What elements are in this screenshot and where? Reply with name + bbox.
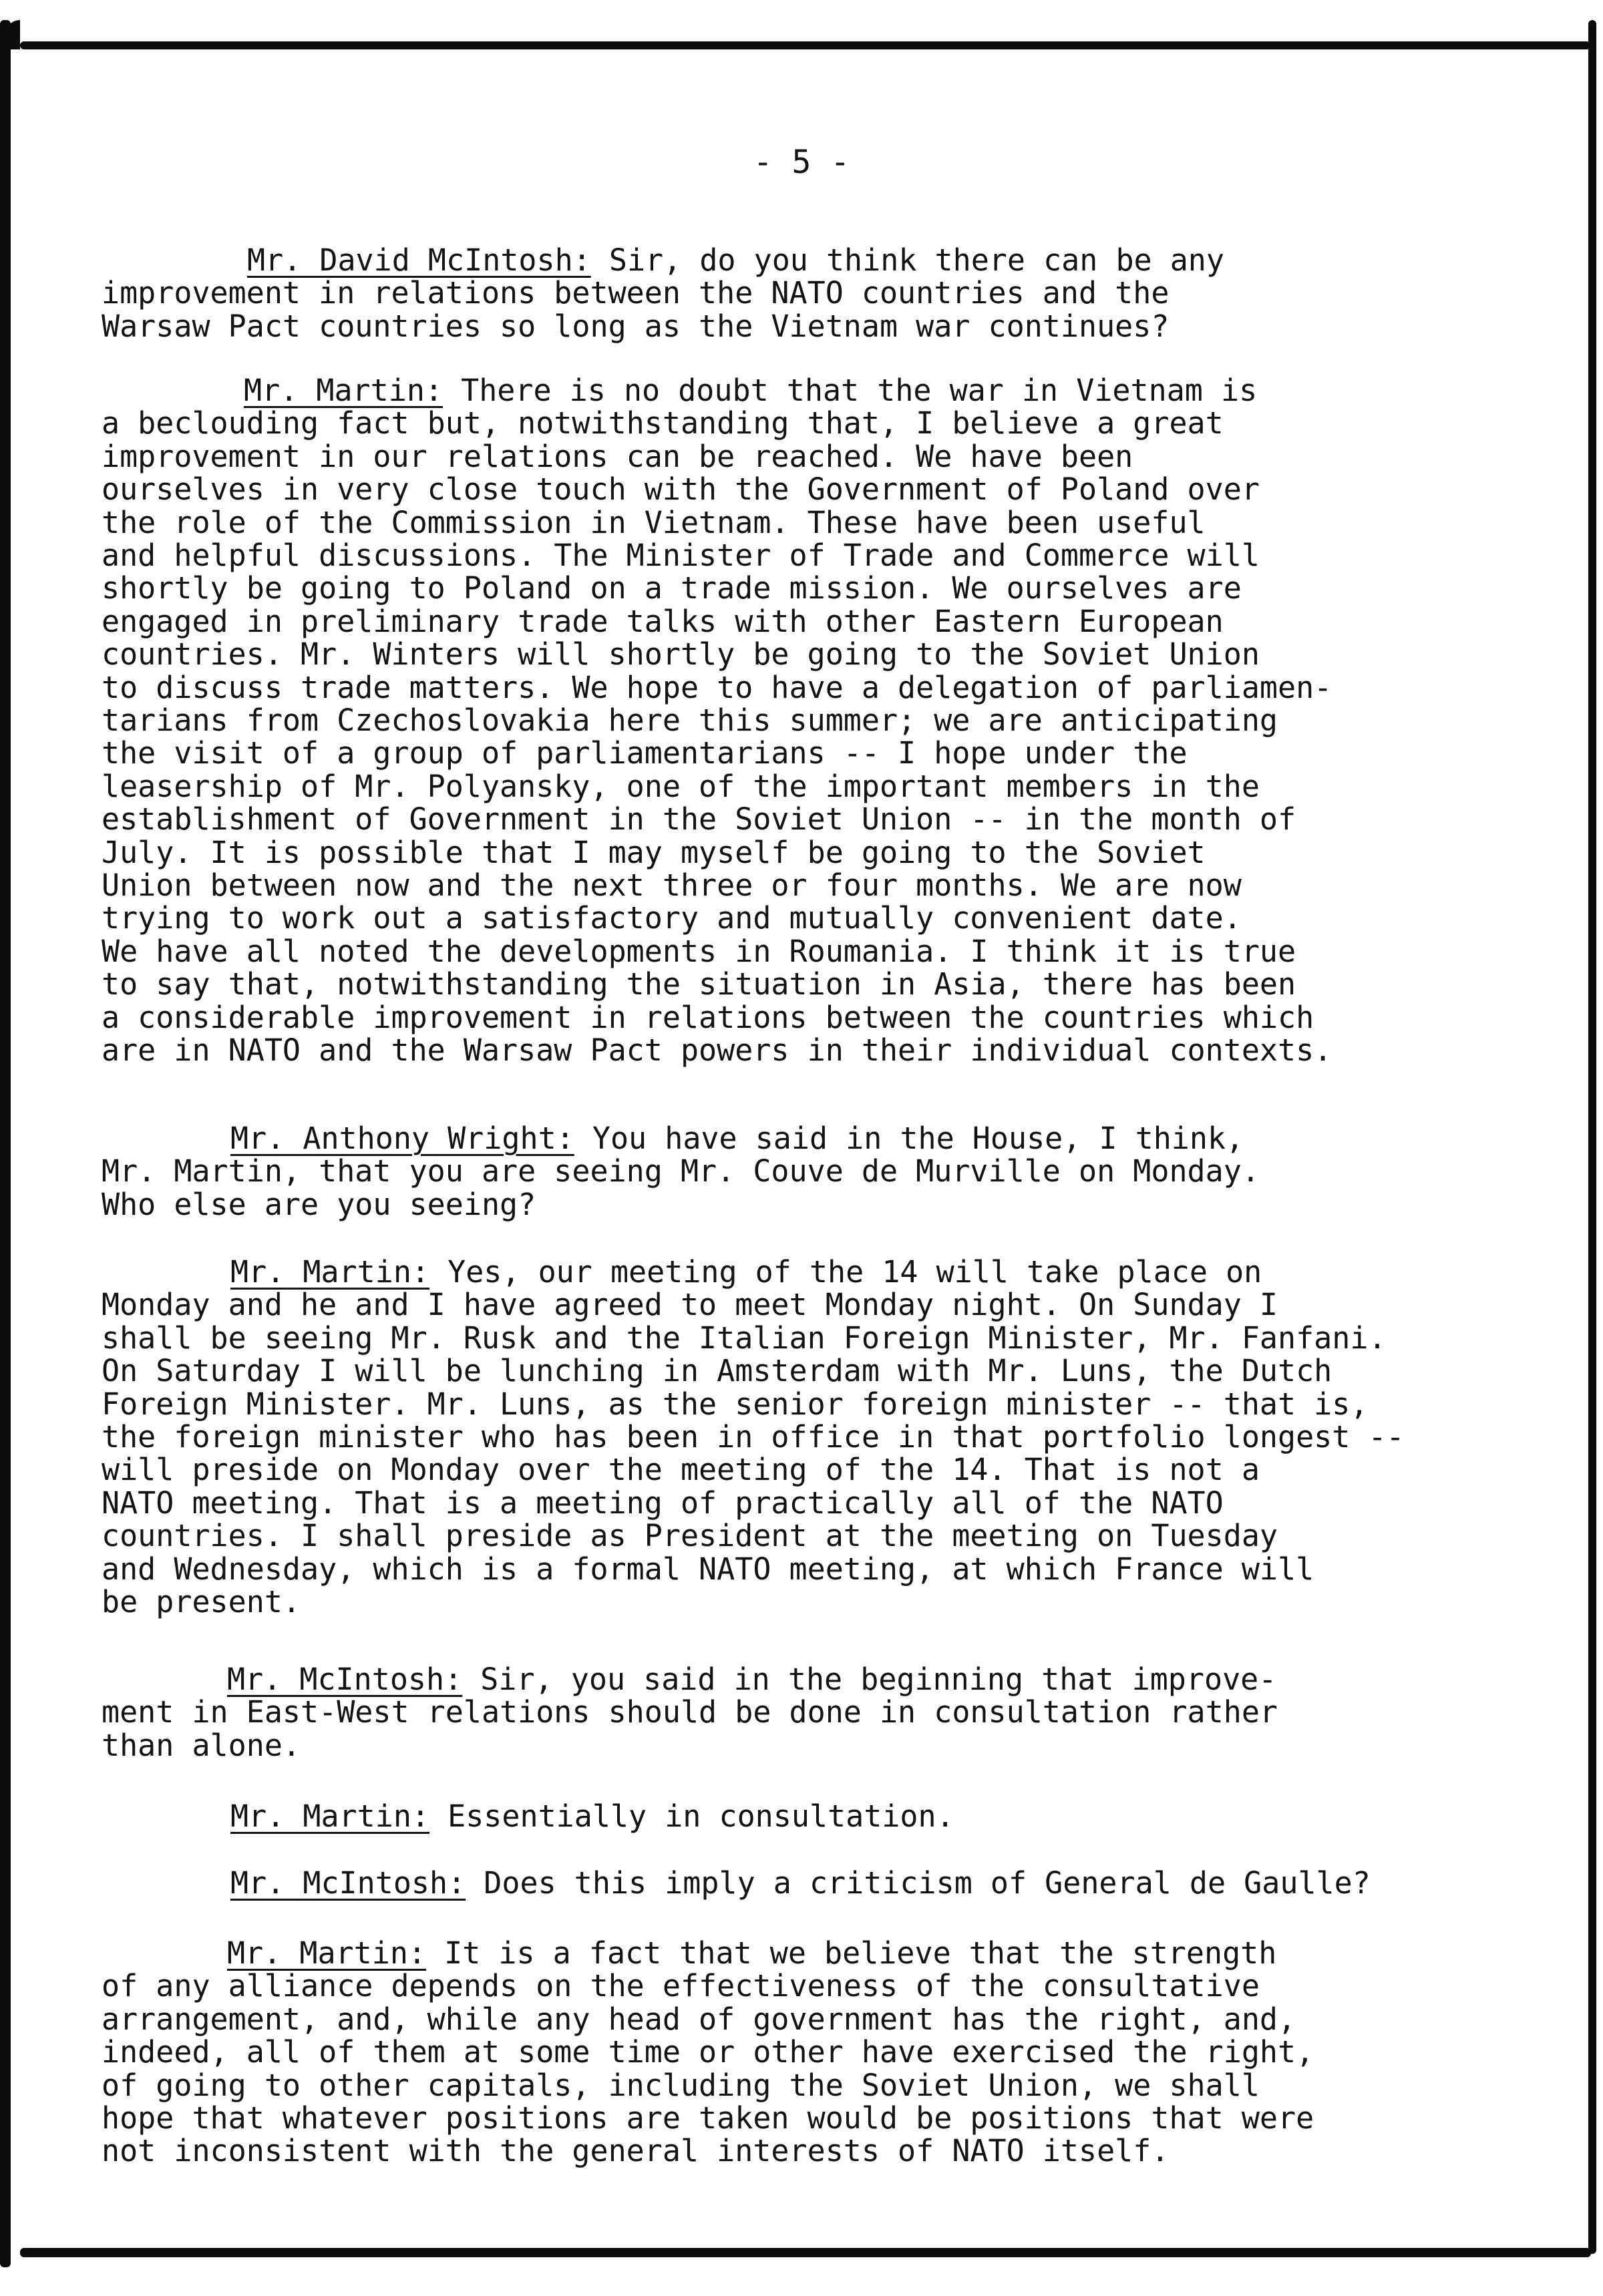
speaker-paragraph-first-line (227, 1663, 1276, 1696)
speaker-name: Mr. David McIntosh: (247, 242, 591, 278)
body-text-line: Who else are you seeing? (102, 1187, 536, 1222)
body-text-line: of any alliance depends on the effectiveness of the consultative (102, 1968, 1260, 2003)
body-text-line: indeed, all of them at some time or other have exercised the right, (102, 2034, 1314, 2070)
speaker-paragraph-first-line (230, 1122, 1244, 1155)
speaker-remark: It is a fact that we believe that the strength (426, 1935, 1277, 1971)
speaker-name: Mr. Martin: (244, 373, 443, 408)
speaker-remark: There is no doubt that the war in Vietnam is (443, 373, 1258, 408)
body-text-line: Foreign Minister. Mr. Luns, as the senior foreign minister -- that is, (102, 1386, 1369, 1422)
speaker-name: Mr. Martin: (230, 1798, 430, 1834)
body-text-line: establishment of Government in the Soviet Union -- in the month of (102, 801, 1296, 837)
speaker-remark: Sir, do you think there can be any (590, 242, 1224, 278)
body-text-line: countries. Mr. Winters will shortly be going to the Soviet Union (102, 636, 1260, 672)
page-frame-bottom-rule (20, 2248, 1591, 2257)
speaker-name: Mr. Martin: (227, 1935, 427, 1971)
speaker-paragraph-first-line (230, 1256, 1262, 1289)
page-number: - 5 - (753, 144, 850, 181)
body-text-line: not inconsistent with the general interests of NATO itself. (102, 2133, 1170, 2168)
body-text-line: trying to work out a satisfactory and mutually convenient date. (102, 900, 1242, 936)
speaker-paragraph-first-line (244, 374, 1257, 407)
body-text-line: arrangement, and, while any head of government has the right, and, (102, 2001, 1296, 2037)
speaker-remark: Yes, our meeting of the 14 will take place on (429, 1254, 1262, 1290)
speaker-paragraph-first-line (247, 244, 1224, 277)
body-text-line: a considerable improvement in relations between the countries which (102, 1000, 1314, 1035)
speaker-remark: Does this imply a criticism of General de Gaulle? (466, 1865, 1371, 1901)
page-frame-top-rule (20, 41, 1591, 49)
page-frame-right-rule (1588, 20, 1596, 2254)
body-text-line: countries. I shall preside as President at the meeting on Tuesday (102, 1518, 1278, 1553)
body-text-line: Union between now and the next three or four months. We are now (102, 868, 1242, 903)
body-text-line: tarians from Czechoslovakia here this summer; we are anticipating (102, 703, 1278, 738)
speaker-remark: Essentially in consultation. (429, 1798, 954, 1834)
speaker-name: Mr. Martin: (230, 1254, 430, 1290)
body-text-line: shall be seeing Mr. Rusk and the Italian Foreign Minister, Mr. Fanfani. (102, 1320, 1387, 1356)
body-text-line: the visit of a group of parliamentarians -- I hope under the (102, 735, 1188, 771)
speaker-remark: Sir, you said in the beginning that improve- (462, 1662, 1277, 1697)
page-frame-left-rule (0, 20, 11, 2267)
body-text-line: improvement in our relations can be reached. We have been (102, 439, 1133, 474)
body-text-line: will preside on Monday over the meeting of the 14. That is not a (102, 1452, 1260, 1487)
body-text-line: are in NATO and the Warsaw Pact powers in their individual contexts. (102, 1032, 1332, 1068)
body-text-line: be present. (102, 1584, 301, 1619)
body-text-line: ourselves in very close touch with the Government of Poland over (102, 471, 1260, 507)
body-text-line: shortly be going to Poland on a trade mission. We ourselves are (102, 570, 1242, 606)
body-text-line: and Wednesday, which is a formal NATO meeting, at which France will (102, 1551, 1314, 1587)
body-text-line: the foreign minister who has been in office in that portfolio longest -- (102, 1419, 1405, 1455)
speaker-name: Mr. McIntosh: (230, 1865, 466, 1901)
body-text-line: leasership of Mr. Polyansky, one of the important members in the (102, 769, 1260, 804)
body-text-line: a beclouding fact but, notwithstanding that, I believe a great (102, 405, 1224, 441)
body-text-line: hope that whatever positions are taken would be positions that were (102, 2100, 1314, 2136)
body-text-line: Mr. Martin, that you are seeing Mr. Couve de Murville on Monday. (102, 1153, 1260, 1189)
body-text-line: of going to other capitals, including the Soviet Union, we shall (102, 2068, 1260, 2103)
body-text-line: July. It is possible that I may myself be going to the Soviet (102, 835, 1206, 870)
body-text-line: and helpful discussions. The Minister of Trade and Commerce will (102, 538, 1260, 573)
body-text-line: than alone. (102, 1728, 301, 1763)
body-text-line: to discuss trade matters. We hope to have a delegation of parliamen- (102, 670, 1332, 705)
speaker-paragraph-first-line (227, 1937, 1276, 1970)
body-text-line: We have all noted the developments in Roumania. I think it is true (102, 934, 1296, 969)
speaker-name: Mr. McIntosh: (227, 1662, 463, 1697)
body-text-line: On Saturday I will be lunching in Amsterdam with Mr. Luns, the Dutch (102, 1353, 1332, 1388)
body-text-line: to say that, notwithstanding the situation in Asia, there has been (102, 966, 1296, 1002)
speaker-paragraph-first-line (230, 1800, 954, 1833)
body-text-line: the role of the Commission in Vietnam. These have been useful (102, 505, 1206, 540)
body-text-line: ment in East-West relations should be done in consultation rather (102, 1694, 1278, 1730)
body-text-line: engaged in preliminary trade talks with other Eastern European (102, 604, 1224, 639)
body-text-line: Warsaw Pact countries so long as the Vietnam war continues? (102, 309, 1170, 344)
speaker-name: Mr. Anthony Wright: (230, 1121, 574, 1156)
speaker-paragraph-first-line (230, 1867, 1371, 1900)
speaker-remark: You have said in the House, I think, (574, 1121, 1244, 1156)
body-text-line: Monday and he and I have agreed to meet Monday night. On Sunday I (102, 1287, 1278, 1322)
body-text-line: NATO meeting. That is a meeting of practically all of the NATO (102, 1485, 1224, 1521)
body-text-line: improvement in relations between the NATO countries and the (102, 275, 1170, 311)
